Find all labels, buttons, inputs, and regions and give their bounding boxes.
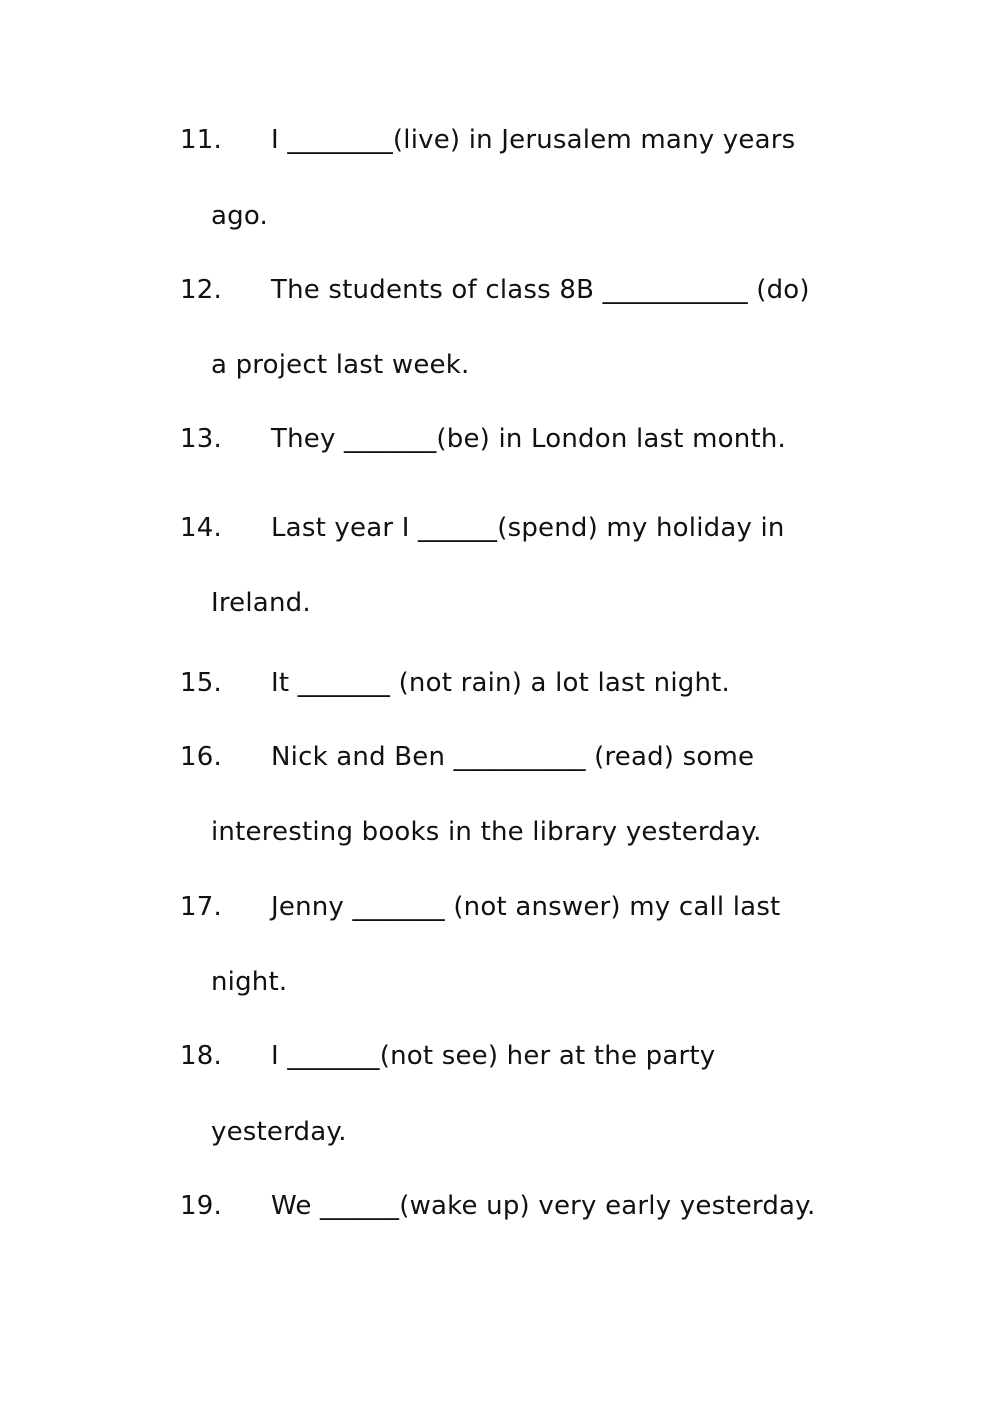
exercise-number: 17. — [180, 892, 222, 922]
exercise-sentence: I _______(not see) her at the party — [271, 1041, 716, 1071]
exercise-sentence: It _______ (not rain) a lot last night. — [271, 668, 731, 698]
exercise-sentence-continuation: a project last week. — [211, 350, 470, 380]
exercise-number: 14. — [180, 513, 222, 543]
exercise-sentence: Nick and Ben __________ (read) some — [271, 742, 755, 772]
exercise-sentence: We ______(wake up) very early yesterday. — [271, 1191, 816, 1221]
exercise-sentence-continuation: Ireland. — [211, 588, 311, 618]
exercise-number: 19. — [180, 1191, 222, 1221]
exercise-sentence: The students of class 8B ___________ (do) — [271, 275, 810, 305]
exercise-sentence-continuation: night. — [211, 967, 288, 997]
exercise-sentence: They _______(be) in London last month. — [271, 424, 787, 454]
exercise-sentence: Last year I ______(spend) my holiday in — [271, 513, 785, 543]
exercise-sentence-continuation: interesting books in the library yesterday. — [211, 817, 762, 847]
exercise-number: 16. — [180, 742, 222, 772]
exercise-sentence-continuation: ago. — [211, 201, 268, 231]
exercise-number: 15. — [180, 668, 222, 698]
exercise-sentence: I ________(live) in Jerusalem many years — [271, 125, 796, 155]
exercise-sentence-continuation: yesterday. — [211, 1117, 347, 1147]
exercise-number: 18. — [180, 1041, 222, 1071]
exercise-number: 11. — [180, 125, 222, 155]
exercise-number: 13. — [180, 424, 222, 454]
exercise-number: 12. — [180, 275, 222, 305]
exercise-sentence: Jenny _______ (not answer) my call last — [271, 892, 781, 922]
